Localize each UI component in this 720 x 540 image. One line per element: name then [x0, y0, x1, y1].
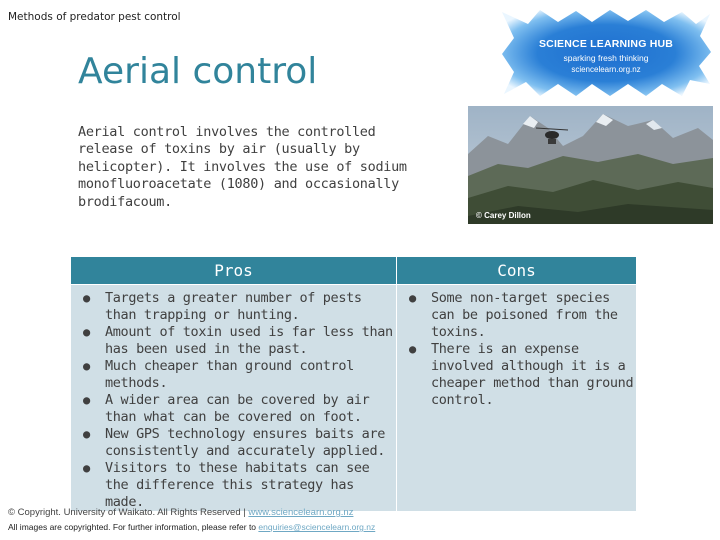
enquiries-email-link[interactable]: enquiries@sciencelearn.org.nz — [258, 522, 376, 532]
website-link[interactable]: www.sciencelearn.org.nz — [248, 507, 354, 518]
cons-list — [399, 290, 634, 409]
pros-list-item — [73, 290, 394, 324]
bullet-icon: ● — [83, 393, 90, 407]
bullet-icon: ● — [83, 325, 90, 339]
copyright-text: © Copyright. University of Waikato. All Rights Reserved | — [8, 507, 249, 518]
pros-item-text: Amount of toxin used is far less than has been used in the past. — [105, 324, 393, 357]
pros-item-text: A wider area can be covered by air than what can be covered on foot. — [105, 392, 370, 425]
pros-item-text: Much cheaper than ground control methods. — [105, 358, 354, 391]
bullet-icon: ● — [83, 461, 90, 475]
cons-list-item — [399, 290, 634, 341]
mountain-helicopter-image — [468, 106, 713, 224]
science-learning-hub-logo[interactable] — [500, 8, 712, 98]
intro-paragraph: Aerial control involves the controlled release of toxins by air (usually by helicopter). It involves the use of sodium monofluoroacetate (1080) and occasionally brodifacoum. — [78, 124, 407, 210]
photo-credit: © Carey Dillon — [476, 211, 531, 220]
pros-list-item — [73, 324, 394, 358]
rights-text: All images are copyrighted. For further information, please refer to — [8, 522, 259, 532]
logo-tagline: sparking fresh thinking — [563, 53, 649, 63]
pros-cell — [71, 285, 397, 512]
cons-item-text: Some non-target species can be poisoned from the toxins. — [431, 290, 618, 340]
copyright-line — [8, 507, 353, 518]
cons-item-text: There is an expense involved although it is a cheaper method than ground control. — [431, 341, 634, 408]
section-label: Methods of predator pest control — [8, 11, 181, 23]
cons-header: Cons — [397, 257, 637, 285]
pros-cons-table — [70, 256, 637, 512]
pros-list — [73, 290, 394, 511]
pros-item-text: Targets a greater number of pests than trapping or hunting. — [105, 290, 362, 323]
bullet-icon: ● — [83, 427, 90, 441]
logo-url: sciencelearn.org.nz — [571, 65, 641, 74]
bullet-icon: ● — [409, 342, 416, 356]
helicopter-photo — [468, 106, 713, 224]
logo-title: SCIENCE LEARNING HUB — [538, 38, 674, 50]
cons-list-item — [399, 341, 634, 409]
pros-header: Pros — [71, 257, 397, 285]
cons-cell — [397, 285, 637, 512]
pros-list-item — [73, 426, 394, 460]
pros-item-text: New GPS technology ensures baits are consistently and accurately applied. — [105, 426, 385, 459]
bullet-icon: ● — [409, 291, 416, 305]
bullet-icon: ● — [83, 359, 90, 373]
rights-line — [8, 522, 375, 532]
bullet-icon: ● — [83, 291, 90, 305]
pros-list-item — [73, 358, 394, 392]
pros-list-item — [73, 460, 394, 511]
pros-list-item — [73, 392, 394, 426]
slide-title: Aerial control — [78, 51, 318, 92]
pros-item-text: Visitors to these habitats can see the difference this strategy has made. — [105, 460, 370, 510]
